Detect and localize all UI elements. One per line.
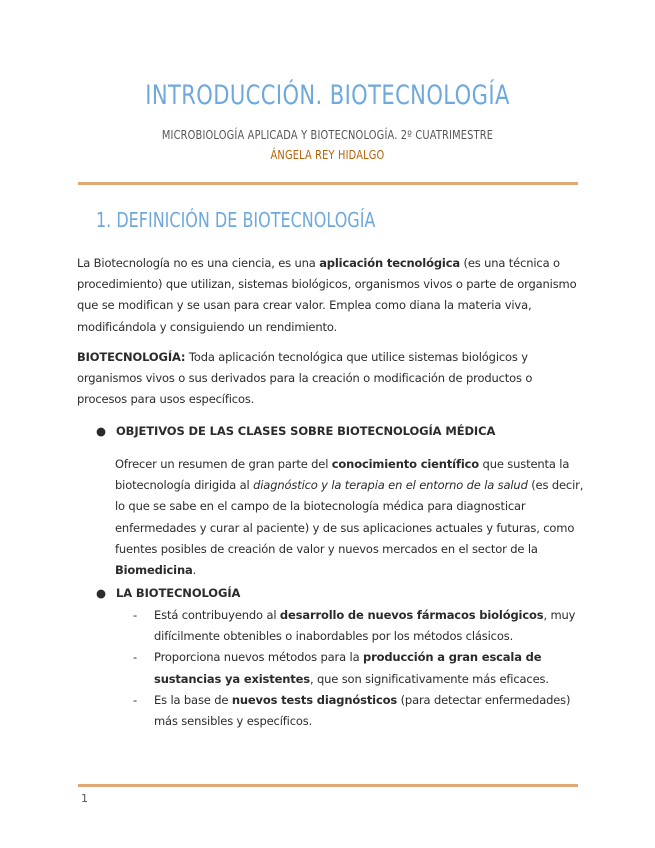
list-item: - Proporciona nuevos métodos para la producción a gran escala de sustancias ya existentes, que son significativamente más eficaces. [130,647,590,689]
course-subtitle: MICROBIOLOGÍA APLICADA Y BIOTECNOLOGÍA. 2º CUATRIMESTRE [161,128,494,142]
header-divider [78,182,578,185]
page-number: 1 [81,792,88,805]
dash-icon: - [133,608,137,622]
bullet-icon: ● [96,424,106,438]
list-item: - Está contribuyendo al desarrollo de nuevos fármacos biológicos, muy difícilmente obtenibles o inabordables por los métodos clásicos. [130,605,590,647]
definition-paragraph: BIOTECNOLOGÍA: Toda aplicación tecnológica que utilice sistemas biológicos y organismos vivos o sus derivados para la creación o modificación de productos o procesos para usos específicos. [77,350,533,407]
objetivos-heading: ● OBJETIVOS DE LAS CLASES SOBRE BIOTECNOLOGÍA MÉDICA [96,424,496,438]
dash-icon: - [133,650,137,665]
objetivos-paragraph: Ofrecer un resumen de gran parte del conocimiento científico que sustenta la biotecnología dirigida al diagnóstico y la terapia en el entorno de la salud (es decir, lo que se sabe en el campo de la biotecnología médica para diagnosticar enfermedades y curar al paciente) y de sus aplicaciones actuales y futuras, como fuentes posibles de creación de valor y nuevos mercados en el sector de la Biomedicina. [115,457,584,578]
biotecnologia-list [130,605,590,732]
document-title: INTRODUCCIÓN. BIOTECNOLOGÍA [145,80,510,111]
intro-paragraph: La Biotecnología no es una ciencia, es una aplicación tecnológica (es una técnica o procedimiento) que utilizan, sistemas biológicos, organismos vivos o parte de organismo que se modifican y se usan para crear valor. Emplea como diana la materia viva, modificándola y consiguiendo un rendimiento. [77,256,577,334]
section-heading: 1. DEFINICIÓN DE BIOTECNOLOGÍA [96,208,376,232]
dash-icon: - [133,692,137,707]
author-name: ÁNGELA REY HIDALGO [270,148,385,162]
footer-divider [78,784,578,787]
biotecnologia-heading: ● LA BIOTECNOLOGÍA [96,586,241,600]
list-item: - Es la base de nuevos tests diagnósticos (para detectar enfermedades) más sensibles y específicos. [130,690,590,732]
bullet-icon: ● [96,586,106,600]
